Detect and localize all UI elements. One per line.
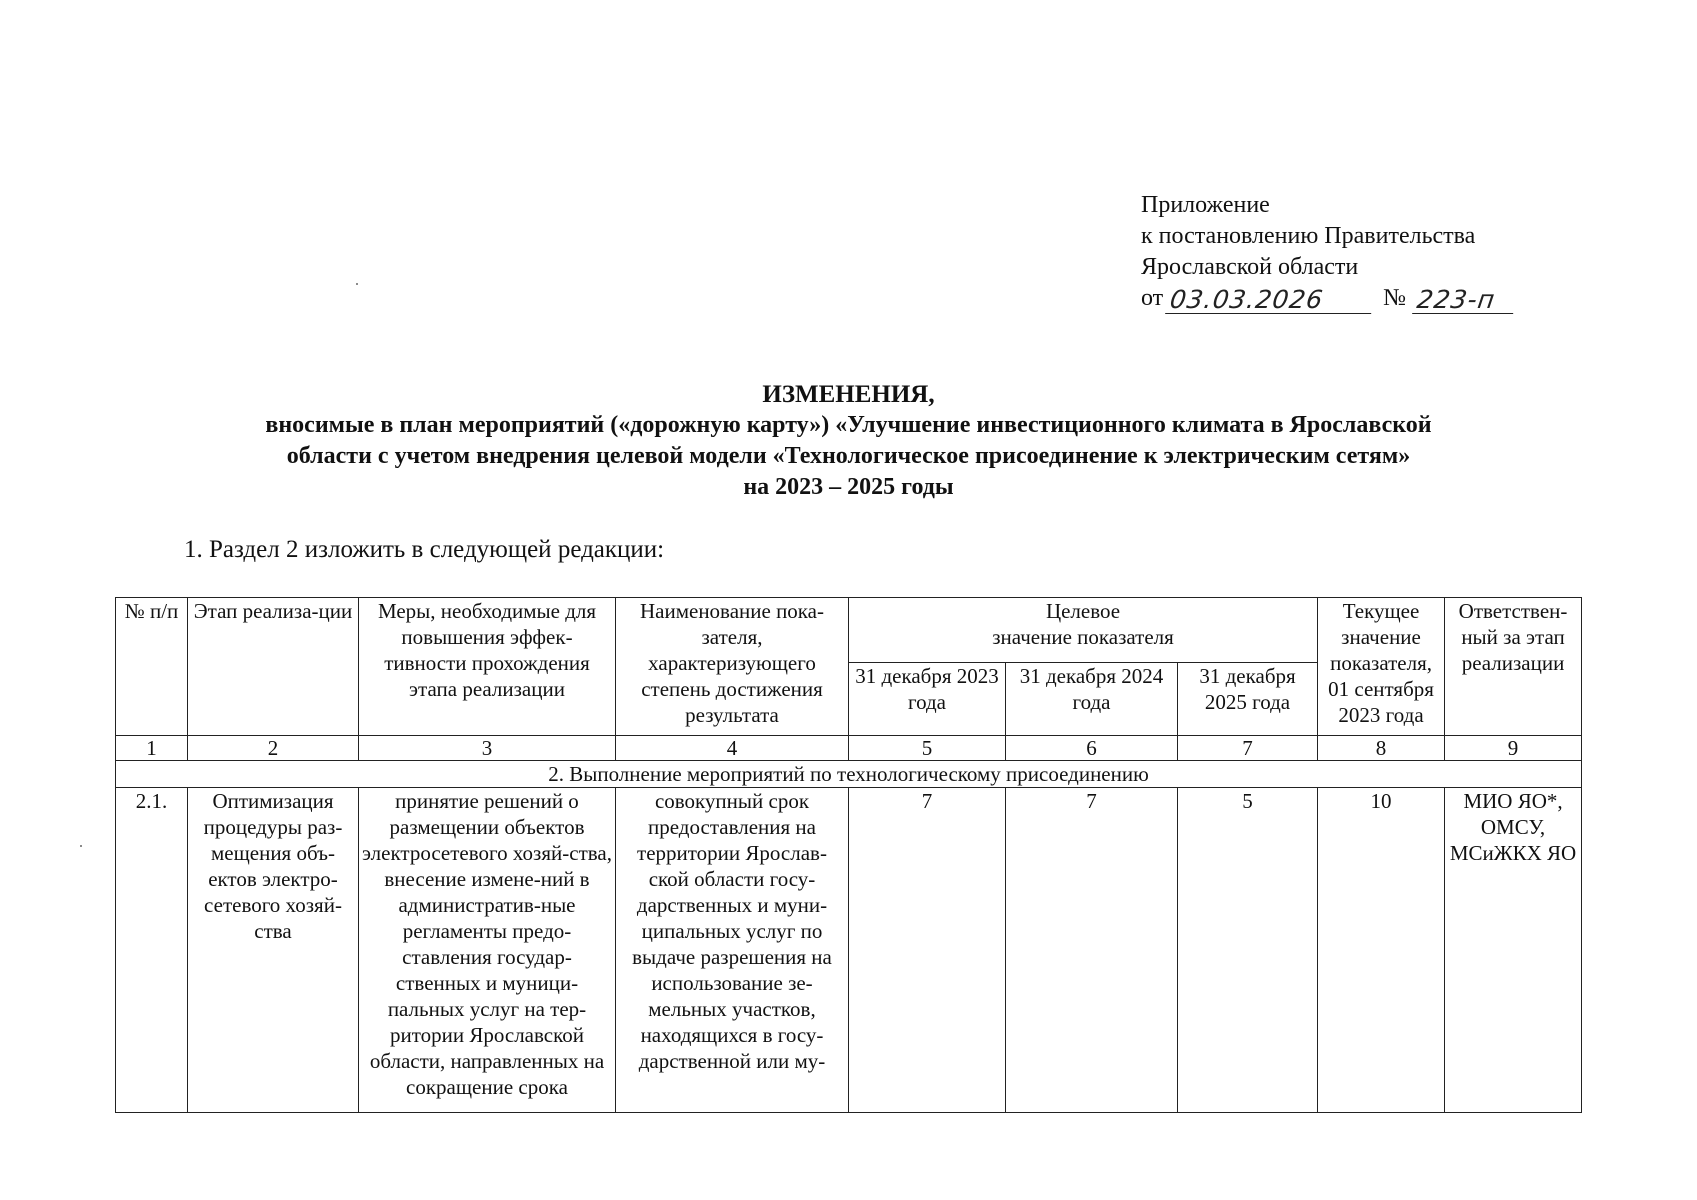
section-row [116,761,1582,788]
row-responsible: МИО ЯО*, ОМСУ, МСиЖКХ ЯО [1445,788,1582,1113]
plan-table [115,597,1582,1113]
appendix-line-1: Приложение [1141,192,1270,218]
column-number: 6 [1006,736,1178,761]
header-target-2024: 31 декабря 2024 года [1006,663,1178,736]
row-measures: принятие решений о размещении объектов электросетевого хозяй-ства, внесение измене-ний в административ-ные регламенты предо-ставления государ-ственных и муници-пальных услуг на тер-ритории Ярославской области, направленных на сокращение срока [359,788,616,1113]
title-line-1: вносимые в план мероприятий («дорожную карту») «Улучшение инвестиционного климата в Ярославской [265,412,1432,438]
column-number: 2 [188,736,359,761]
from-label: от [1141,285,1164,311]
handwritten-number: 223-п [1412,287,1517,314]
row-stage: Оптимизация процедуры раз-мещения объ-ектов электро-сетевого хозяй-ства [188,788,359,1113]
table-row [116,788,1582,1113]
scan-speck [80,845,82,847]
appendix-date-number-line [1141,283,1515,314]
column-number: 4 [616,736,849,761]
instruction-text: 1. Раздел 2 изложить в следующей редакции: [184,536,665,563]
column-number: 8 [1318,736,1445,761]
row-current: 10 [1318,788,1445,1113]
section-title: 2. Выполнение мероприятий по технологическому присоединению [116,761,1582,788]
title-heading: ИЗМЕНЕНИЯ, [762,381,935,408]
column-number: 3 [359,736,616,761]
appendix-block [1141,190,1515,314]
row-target-2024: 7 [1006,788,1178,1113]
title-line-2: области с учетом внедрения целевой модели «Технологическое присоединение к электрическим сетям» [286,443,1411,469]
column-number: 7 [1178,736,1318,761]
appendix-line-3: Ярославской области [1141,254,1359,280]
column-number: 1 [116,736,188,761]
appendix-line-2: к постановлению Правительства [1141,223,1476,249]
header-measures: Меры, необходимые для повышения эффек-тивности прохождения этапа реализации [359,598,616,736]
header-target-2023: 31 декабря 2023 года [849,663,1006,736]
header-num: № п/п [116,598,188,736]
header-target-2025: 31 декабря 2025 года [1178,663,1318,736]
column-number: 5 [849,736,1006,761]
row-indicator: совокупный срок предоставления на территории Ярослав-ской области госу-дарственных и муни-ципальных услуг по выдаче разрешения на использование зе-мельных участков, находящихся в госу-дарственной или му- [616,788,849,1113]
title-line-3: на 2023 – 2025 годы [743,474,954,500]
row-target-2025: 5 [1178,788,1318,1113]
header-row-1 [116,598,1582,663]
column-number: 9 [1445,736,1582,761]
number-label: № [1383,285,1407,311]
header-target [849,598,1318,663]
row-target-2023: 7 [849,788,1006,1113]
header-current: Текущее значение показателя, 01 сентября 2023 года [1318,598,1445,736]
header-stage: Этап реализа-ции [188,598,359,736]
scan-speck [356,283,358,285]
header-indicator: Наименование пока-зателя, характеризующего степень достижения результата [616,598,849,736]
document-title [0,379,1697,503]
row-num: 2.1. [116,788,188,1113]
header-target-line-1: Целевое [1045,599,1121,623]
header-target-line-2: значение показателя [992,625,1174,649]
handwritten-date: 03.03.2026 [1165,287,1375,314]
column-number-row [116,736,1582,761]
header-responsible: Ответствен-ный за этап реализации [1445,598,1582,736]
